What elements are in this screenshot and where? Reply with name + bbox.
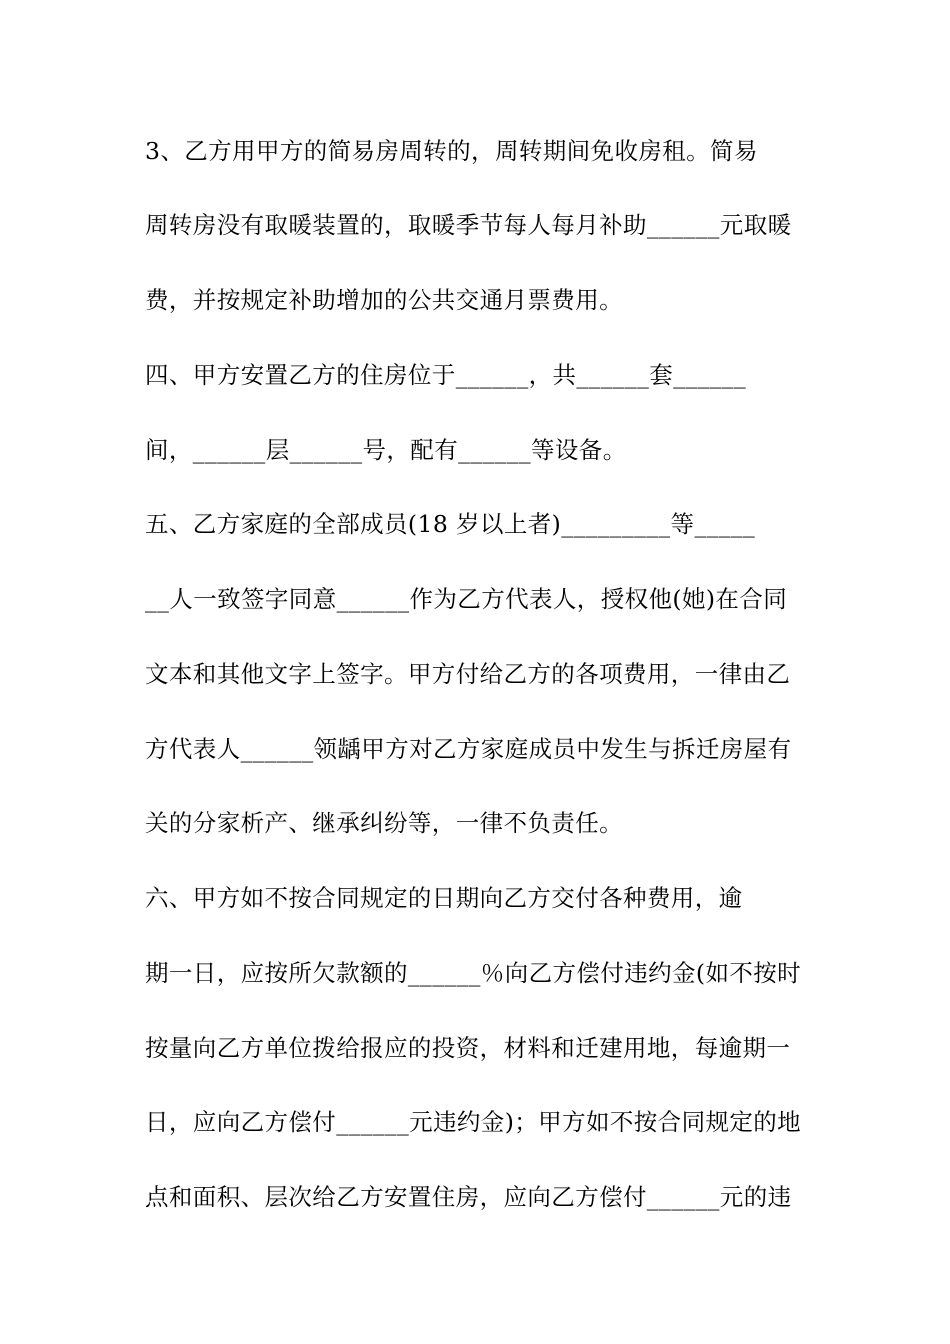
- text-line: 点和面积、层次给乙方安置住房，应向乙方偿付______元的违: [145, 1183, 792, 1211]
- text-line: 间，______层______号，配有______等设备。: [145, 436, 627, 464]
- text-line: 文本和其他文字上签字。甲方付给乙方的各项费用，一律由乙: [145, 660, 791, 688]
- text-line: 方代表人______领龋甲方对乙方家庭成员中发生与拆迁房屋有: [145, 735, 792, 763]
- text-line: 关的分家析产、继承纠纷等，一律不负责任。: [145, 809, 623, 837]
- text-line: 五、乙方家庭的全部成员(18 岁以上者)_________等_____: [145, 510, 756, 538]
- text-line: 四、甲方安置乙方的住房位于______，共______套______: [145, 361, 747, 389]
- text-line: 周转房没有取暖装置的，取暖季节每人每月补助______元取暖: [145, 211, 792, 239]
- text-line: 按量向乙方单位拨给报应的投资，材料和迁建用地，每逾期一: [145, 1034, 791, 1062]
- text-line: 日，应向乙方偿付______元违约金)；甲方如不按合同规定的地: [145, 1108, 802, 1136]
- text-line: 期一日，应按所欠款额的______％向乙方偿付违约金(如不按时: [145, 959, 802, 987]
- text-line: 3、乙方用甲方的简易房周转的，周转期间免收房租。简易: [145, 137, 758, 165]
- text-line: __人一致签字同意______作为乙方代表人，授权他(她)在合同: [145, 585, 788, 613]
- text-line: 费，并按规定补助增加的公共交通月票费用。: [145, 286, 623, 314]
- text-line: 六、甲方如不按合同规定的日期向乙方交付各种费用，逾: [145, 884, 743, 912]
